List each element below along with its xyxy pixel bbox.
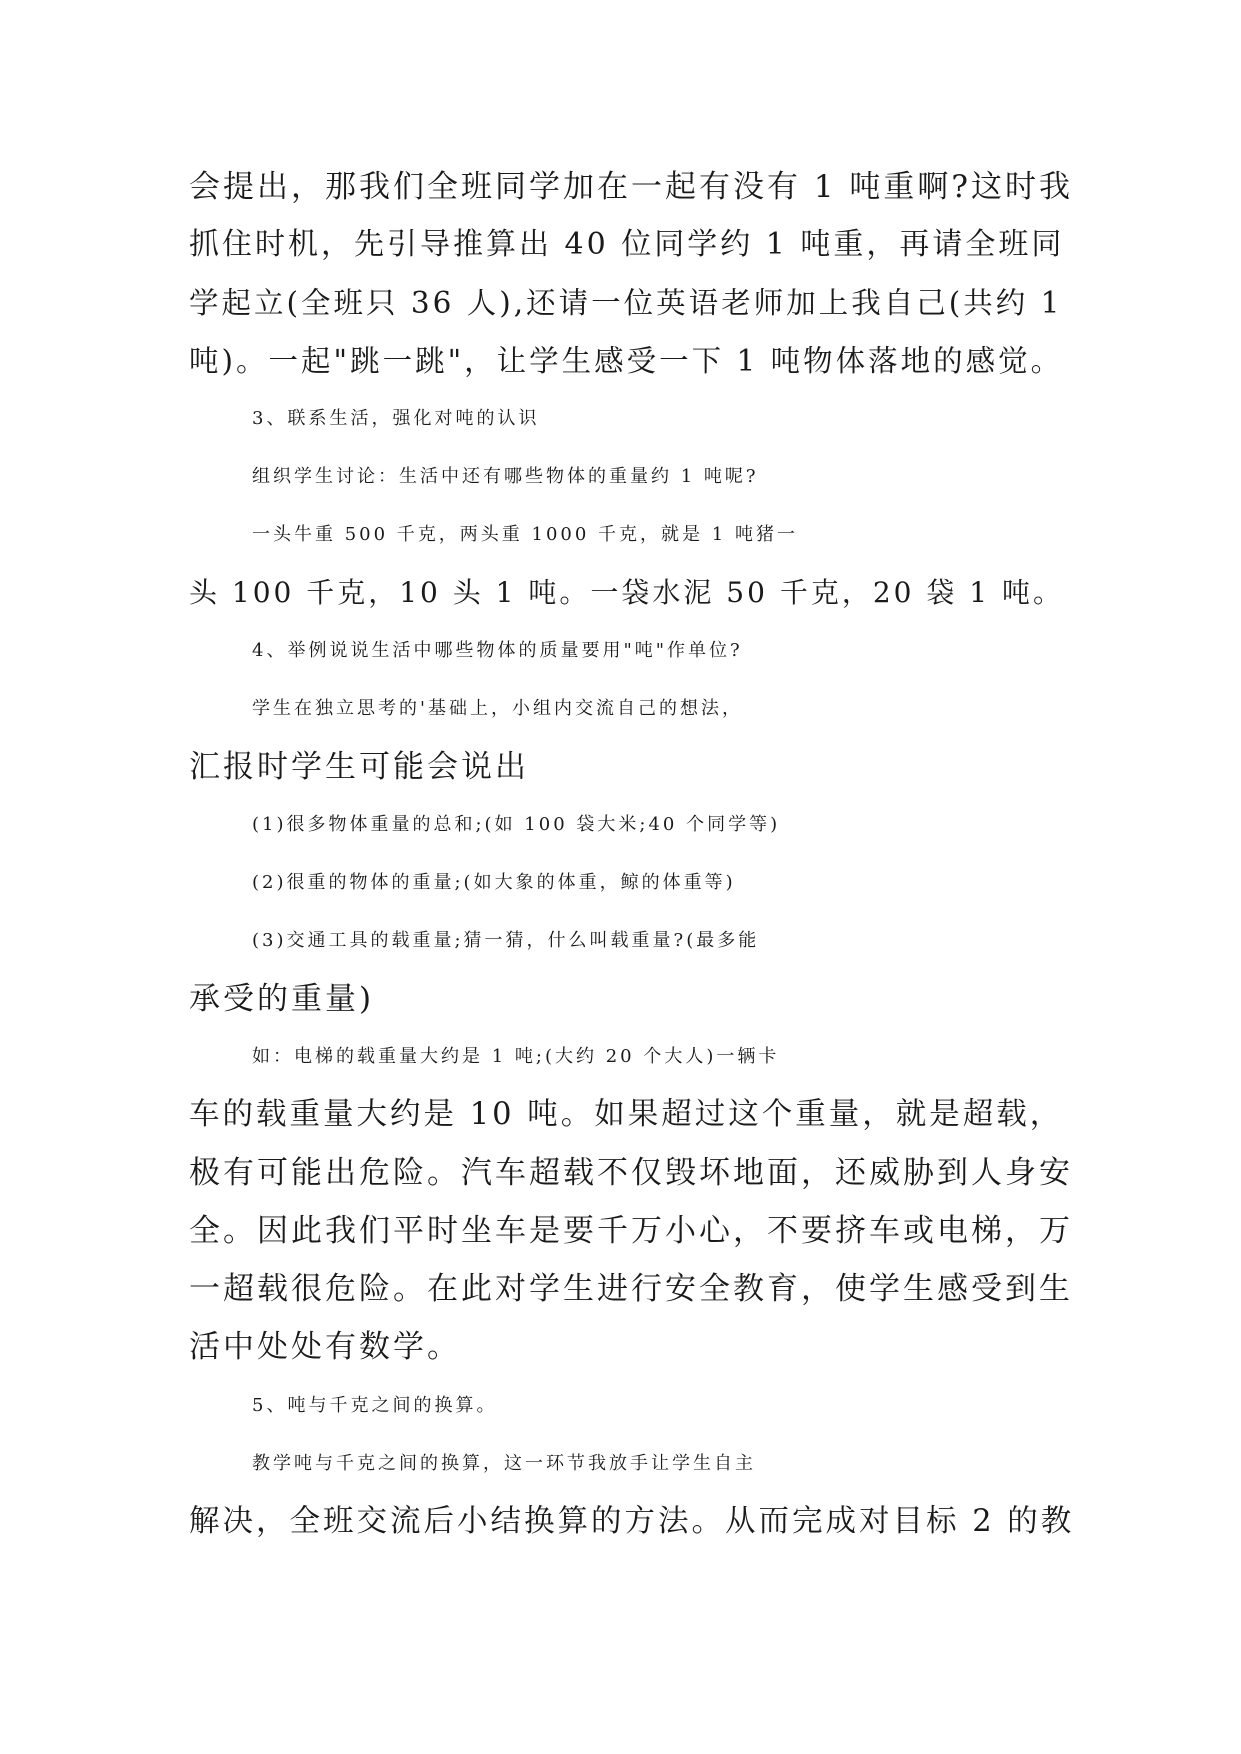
text-line-8: 头 100 千克，10 头 1 吨。一袋水泥 50 千克，20 袋 1 吨。 (189, 576, 1064, 609)
text-line-4: 吨)。一起"跳一跳"，让学生感受一下 1 吨物体落地的感觉。 (189, 344, 1064, 378)
list-item-2: (2)很重的物体的重量;(如大象的体重，鲸的体重等) (252, 872, 736, 893)
text-line-10: 学生在独立思考的'基础上，小组内交流自己的想法， (252, 698, 743, 719)
list-item-3: (3)交通工具的载重量;猜一猜，什么叫载重量?(最多能 (252, 930, 760, 951)
text-line-6: 组织学生讨论：生活中还有哪些物体的重量约 1 吨呢? (252, 466, 759, 487)
text-line-23: 教学吨与千克之间的换算，这一环节我放手让学生自主 (252, 1453, 756, 1474)
text-line-17: 车的载重量大约是 10 吨。如果超过这个重量，就是超载， (189, 1097, 1064, 1132)
text-line-19: 全。因此我们平时坐车是要千万小心，不要挤车或电梯，万 (189, 1213, 1073, 1249)
text-line-11: 汇报时学生可能会说出 (189, 749, 529, 785)
section-heading-3: 3、联系生活，强化对吨的认识 (252, 408, 540, 429)
list-item-1: (1)很多物体重量的总和;(如 100 袋大米;40 个同学等) (252, 814, 781, 835)
text-line-3: 学起立(全班只 36 人),还请一位英语老师加上我自己(共约 1 (189, 286, 1063, 320)
text-line-7: 一头牛重 500 千克，两头重 1000 千克，就是 1 吨猪一 (252, 524, 798, 545)
section-heading-4: 4、举例说说生活中哪些物体的质量要用"吨"作单位? (252, 640, 743, 661)
text-line-16: 如：电梯的载重量大约是 1 吨;(大约 20 个大人)一辆卡 (252, 1046, 780, 1067)
section-heading-5: 5、吨与千克之间的换算。 (252, 1395, 498, 1416)
text-line-2: 抓住时机，先引导推算出 40 位同学约 1 吨重，再请全班同 (189, 227, 1065, 262)
text-line-15: 承受的重量) (189, 981, 375, 1017)
text-line-18: 极有可能出危险。汽车超载不仅毁坏地面，还威胁到人身安 (189, 1155, 1073, 1191)
text-line-20: 一超载很危险。在此对学生进行安全教育，使学生感受到生 (189, 1271, 1073, 1307)
text-line-21: 活中处处有数学。 (189, 1329, 461, 1365)
text-line-24: 解决，全班交流后小结换算的方法。从而完成对目标 2 的教 (189, 1504, 1075, 1539)
text-line-1: 会提出，那我们全班同学加在一起有没有 1 吨重啊?这时我 (189, 169, 1074, 205)
